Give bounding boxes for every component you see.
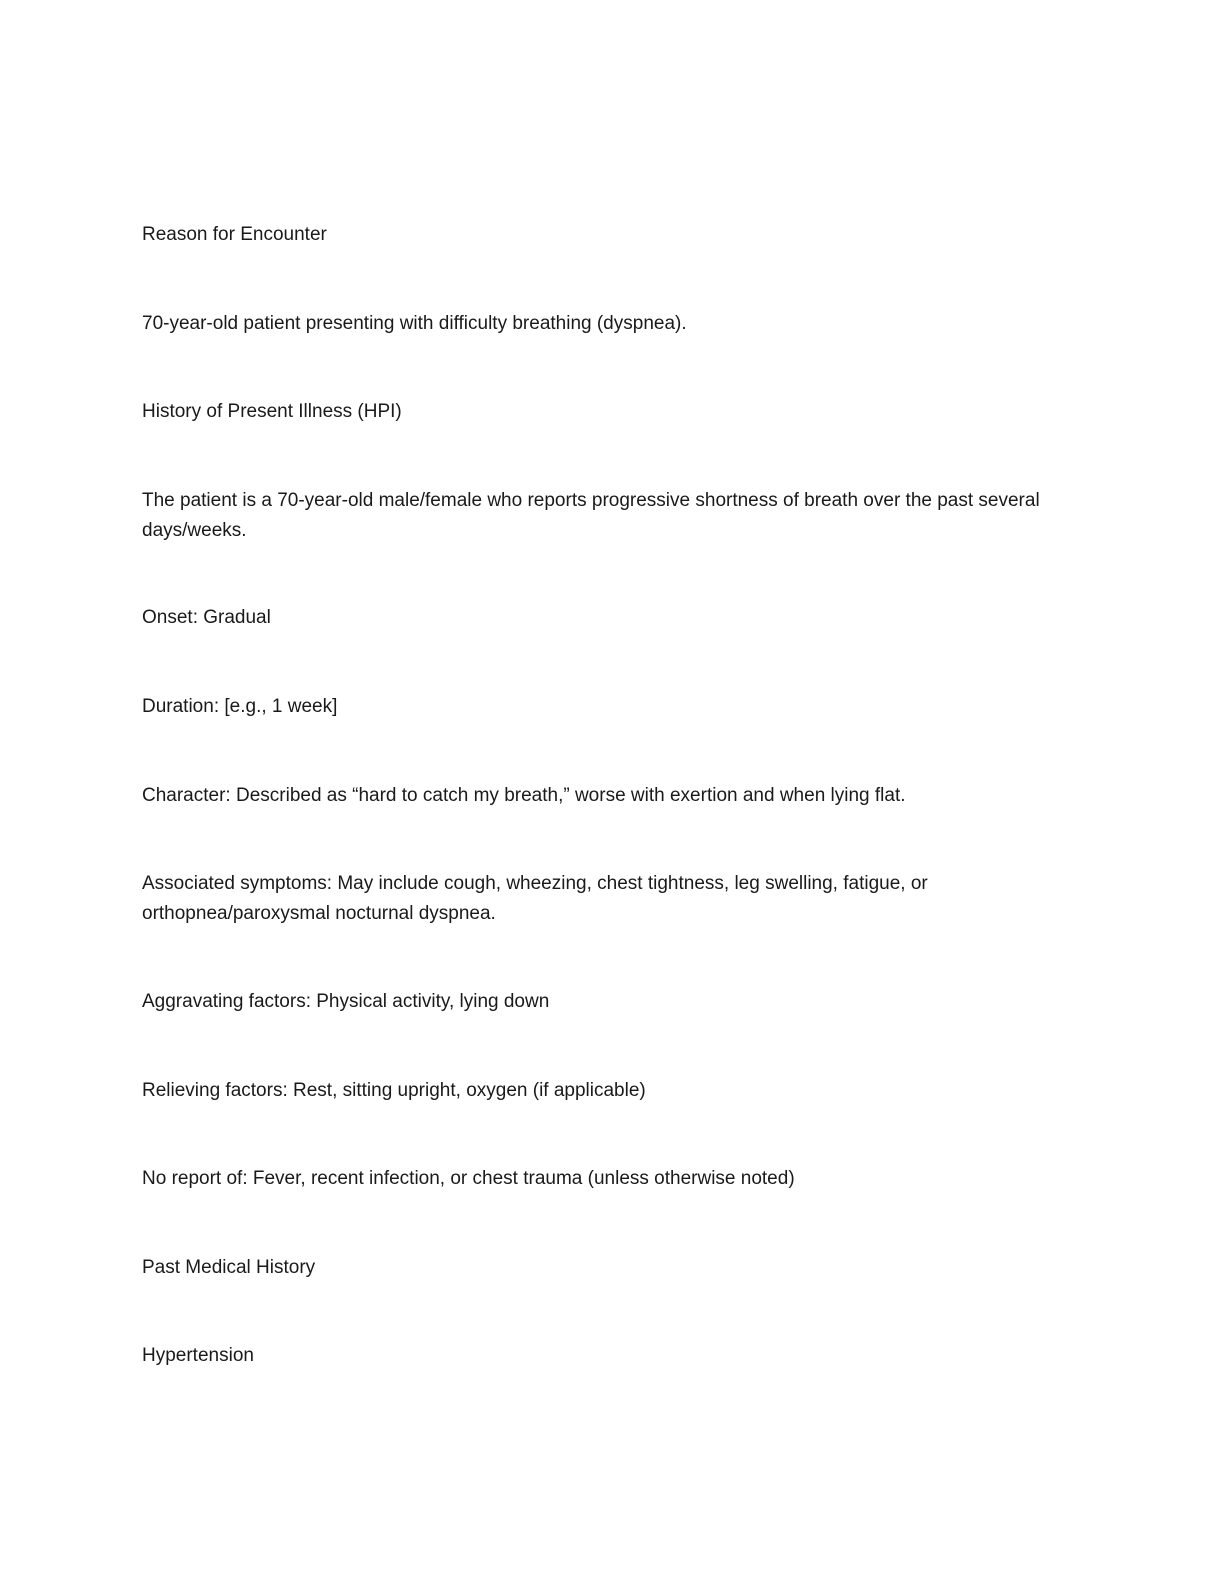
- hpi-duration: Duration: [e.g., 1 week]: [142, 696, 338, 717]
- heading-hpi: History of Present Illness (HPI): [142, 401, 402, 422]
- hpi-associated-symptoms: Associated symptoms: May include cough, wheezing, chest tightness, leg swelling, fatigue, or orthopnea/paroxysmal nocturnal dyspnea.: [142, 873, 928, 924]
- heading-reason-for-encounter: Reason for Encounter: [142, 224, 327, 245]
- pmh-item-hypertension: Hypertension: [142, 1345, 254, 1366]
- hpi-negatives: No report of: Fever, recent infection, or chest trauma (unless otherwise noted): [142, 1168, 795, 1189]
- hpi-summary: The patient is a 70-year-old male/female who reports progressive shortness of breath over the past several days/weeks.: [142, 490, 1040, 541]
- hpi-onset: Onset: Gradual: [142, 607, 271, 628]
- hpi-relieving-factors: Relieving factors: Rest, sitting upright, oxygen (if applicable): [142, 1080, 646, 1101]
- reason-text: 70-year-old patient presenting with difficulty breathing (dyspnea).: [142, 313, 687, 334]
- hpi-character: Character: Described as “hard to catch my breath,” worse with exertion and when lying flat.: [142, 785, 906, 806]
- heading-past-medical-history: Past Medical History: [142, 1257, 316, 1278]
- hpi-aggravating-factors: Aggravating factors: Physical activity, lying down: [142, 991, 550, 1012]
